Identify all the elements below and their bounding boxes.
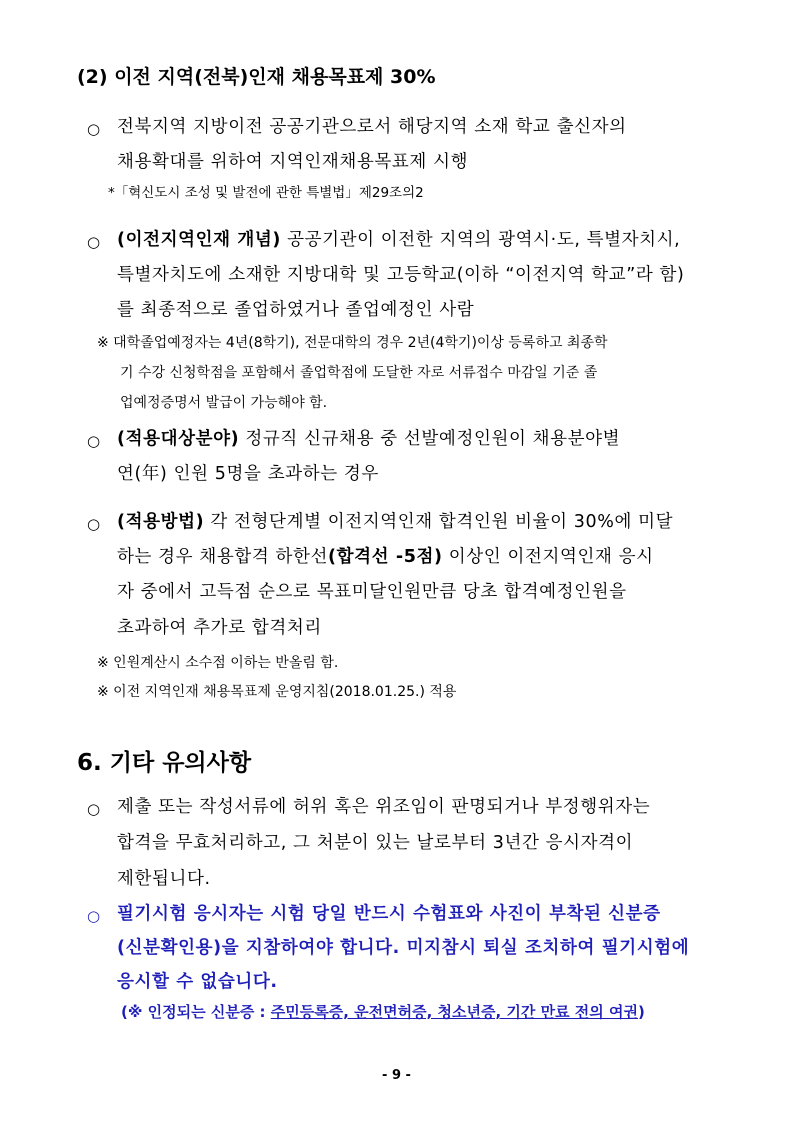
footnote: ※ 대학졸업예정자는 4년(8학기), 전문대학의 경우 2년(4학기)이상 등록하고 최종학: [97, 335, 608, 351]
paragraph-text: 각 전형단계별 이전지역인재 합격인원 비율이 30%에 미달: [204, 512, 674, 532]
bullet-circle-icon: ○: [87, 233, 101, 251]
paragraph-line: 전북지역 지방이전 공공기관으로서 해당지역 소재 학교 출신자의: [117, 117, 627, 137]
id-note: [121, 1005, 645, 1020]
page-number: - 9 -: [382, 1068, 411, 1083]
paragraph-line: 제한됩니다.: [117, 869, 211, 889]
paragraph-line: 초과하여 추가로 합격처리: [117, 618, 322, 638]
paragraph-text: 하는 경우 채용합격 하한선: [117, 547, 329, 567]
paragraph-line: [117, 514, 673, 532]
bullet-circle-icon: ○: [87, 432, 101, 450]
bullet-circle-icon: ○: [87, 907, 101, 925]
paragraph-line: 특별자치도에 소재한 지방대학 및 고등학교(이하 “이전지역 학교”라 함): [117, 265, 685, 285]
emphasis-line: (신분확인용)을 지참하여야 합니다. 미지참시 퇴실 조치하여 필기시험에: [117, 938, 690, 958]
footnote: ※ 인원계산시 소수점 이하는 반올림 함.: [97, 655, 339, 671]
section-heading: 6. 기타 유의사항: [77, 750, 252, 776]
bullet-circle-icon: ○: [87, 800, 101, 818]
footnote: 기 수강 신청학점을 포함해서 졸업학점에 도달한 자로 서류접수 마감일 기준 졸: [120, 365, 598, 381]
paragraph-line: 연(年) 인원 5명을 초과하는 경우: [117, 464, 379, 484]
term-label: (적용방법): [117, 512, 205, 532]
emphasis-line: 필기시험 응시자는 시험 당일 반드시 수험표와 사진이 부착된 신분증: [117, 904, 661, 924]
paragraph-text: 정규직 신규채용 중 선발예정인원이 채용분야별: [239, 429, 621, 449]
paragraph-line: 합격을 무효처리하고, 그 처분이 있는 날로부터 3년간 응시자격이: [117, 833, 634, 853]
footnote: 업예정증명서 발급이 가능해야 함.: [120, 395, 328, 411]
emphasis-text: (합격선 -5점): [328, 547, 443, 567]
paragraph-line: 제출 또는 작성서류에 허위 혹은 위조임이 판명되거나 부정행위자는: [117, 797, 651, 817]
term-label: (적용대상분야): [117, 429, 240, 449]
paragraph-line: 채용확대를 위하여 지역인재채용목표제 시행: [117, 152, 469, 172]
footnote: ※ 이전 지역인재 채용목표제 운영지침(2018.01.25.) 적용: [97, 684, 457, 700]
paragraph-line: 를 최종적으로 졸업하였거나 졸업예정인 사람: [117, 300, 475, 320]
section-heading: (2) 이전 지역(전북)인재 채용목표제 30%: [77, 66, 436, 88]
paragraph-line: [117, 431, 620, 449]
emphasis-line: 응시할 수 없습니다.: [117, 972, 278, 992]
paragraph-text: 공공기관이 이전한 지역의 광역시·도, 특별자치시,: [280, 230, 681, 250]
paragraph-text: 이상인 이전지역인재 응시: [442, 547, 654, 567]
term-label: (이전지역인재 개념): [117, 230, 281, 250]
paragraph-line: 자 중에서 고득점 순으로 목표미달인원만큼 당초 합격예정인원을: [117, 582, 627, 602]
id-note-prefix: (※ 인정되는 신분증 :: [121, 1003, 271, 1021]
paragraph-line: [117, 232, 680, 250]
bullet-circle-icon: ○: [87, 120, 101, 138]
bullet-circle-icon: ○: [87, 515, 101, 533]
id-list: 주민등록증, 운전면허증, 청소년증, 기간 만료 전의 여권: [270, 1003, 638, 1021]
paragraph-line: [117, 549, 654, 567]
footnote: *「혁신도시 조성 및 발전에 관한 특별법」제29조의2: [108, 185, 424, 201]
id-note-suffix: ): [637, 1003, 645, 1021]
